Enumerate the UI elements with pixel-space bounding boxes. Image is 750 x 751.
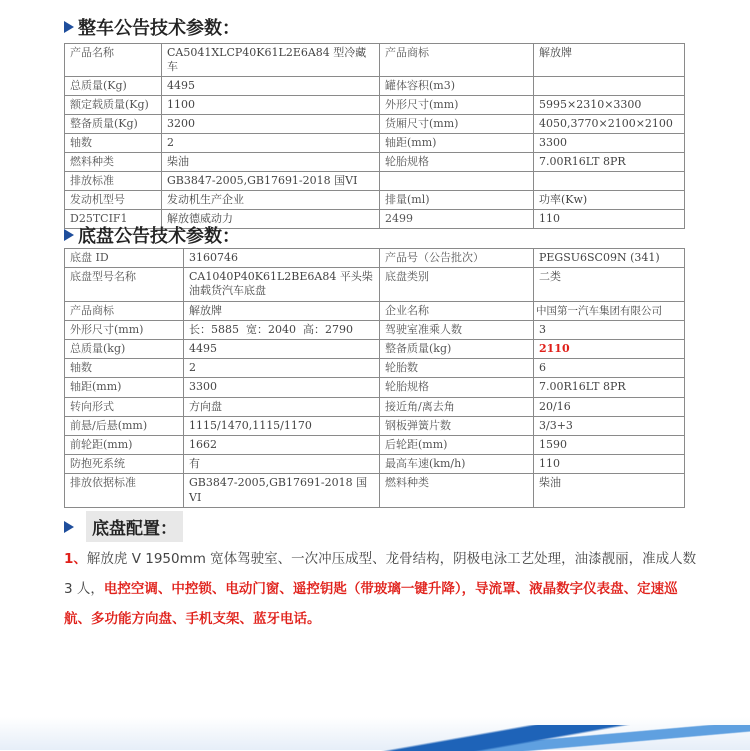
table-cell: 货厢尺寸(mm)	[380, 115, 534, 134]
table-cell: 4495	[162, 77, 380, 96]
table-row	[65, 268, 685, 301]
table-cell: 整备质量(kg)	[380, 340, 534, 359]
table-row	[65, 301, 685, 320]
table-cell: GB3847-2005,GB17691-2018 国VI	[162, 172, 380, 191]
table-cell: 中国第一汽车集团有限公司	[534, 301, 685, 320]
table-cell: 轮胎规格	[380, 378, 534, 397]
decorative-stripe	[280, 725, 750, 751]
table-cell: PEGSU6SC09N (341)	[534, 249, 685, 268]
table-cell: 轴距(mm)	[380, 134, 534, 153]
table-cell: 二类	[534, 268, 685, 301]
table-cell: 整备质量(Kg)	[65, 115, 162, 134]
vehicle-spec-table	[64, 43, 685, 229]
table-row	[65, 455, 685, 474]
triangle-bullet-icon	[64, 21, 74, 33]
config-text-highlight: 电控空调、中控锁、电动门窗、遥控钥匙（带玻璃一键升降），导流罩、液晶数字仪表盘、定速巡航、多功能方向盘、手机支架、蓝牙电话。	[64, 581, 678, 627]
table-cell: 前悬/后悬(mm)	[65, 416, 184, 435]
table-cell: 总质量(kg)	[65, 340, 184, 359]
table-cell: 产品号（公告批次）	[380, 249, 534, 268]
table-cell: 1590	[534, 436, 685, 455]
table-row	[65, 172, 685, 191]
table-cell	[534, 172, 685, 191]
table-cell: 总质量(Kg)	[65, 77, 162, 96]
table-cell: 产品商标	[65, 301, 184, 320]
config-paragraph	[64, 544, 704, 634]
table-row	[65, 44, 685, 77]
table-cell: 3160746	[184, 249, 380, 268]
table-row	[65, 96, 685, 115]
table-cell: 后轮距(mm)	[380, 436, 534, 455]
table-cell: 2499	[380, 210, 534, 229]
table-row	[65, 340, 685, 359]
config-text-normal: 解放虎 V 1950mm 宽体驾驶室、一次冲压成型、龙骨结构，阴极电泳工艺处理，油漆靓丽，准成人数 3 人，	[64, 551, 697, 597]
table-cell: 长：5885 宽：2040 高：2790	[184, 320, 380, 339]
table-cell: 排放标准	[65, 172, 162, 191]
table-cell: 前轮距(mm)	[65, 436, 184, 455]
table-cell: 有	[184, 455, 380, 474]
table-row	[65, 115, 685, 134]
table-cell: 3200	[162, 115, 380, 134]
table-cell: 3/3+3	[534, 416, 685, 435]
table-cell: 发动机型号	[65, 191, 162, 210]
table-row	[65, 191, 685, 210]
table-cell: 燃料种类	[65, 153, 162, 172]
table-cell: 外形尺寸(mm)	[65, 320, 184, 339]
table-row	[65, 153, 685, 172]
table-cell: 4495	[184, 340, 380, 359]
table-cell: 解放牌	[184, 301, 380, 320]
table-cell: 解放牌	[534, 44, 685, 77]
table-row	[65, 436, 685, 455]
table-cell: 钢板弹簧片数	[380, 416, 534, 435]
table-row	[65, 134, 685, 153]
table-cell: 产品名称	[65, 44, 162, 77]
table-row	[65, 397, 685, 416]
table-cell: 6	[534, 359, 685, 378]
table-cell: 底盘 ID	[65, 249, 184, 268]
section-title-text: 底盘配置：	[86, 511, 183, 542]
table-cell: 方向盘	[184, 397, 380, 416]
table-row	[65, 249, 685, 268]
table-cell	[380, 172, 534, 191]
table-cell: 外形尺寸(mm)	[380, 96, 534, 115]
section-title-vehicle	[64, 14, 240, 40]
table-cell: 110	[534, 455, 685, 474]
table-cell: 底盘类别	[380, 268, 534, 301]
table-cell: 轮胎规格	[380, 153, 534, 172]
table-cell: 3	[534, 320, 685, 339]
table-cell: CA5041XLCP40K61L2E6A84 型冷藏车	[162, 44, 380, 77]
table-cell: 1662	[184, 436, 380, 455]
table-cell: 接近角/离去角	[380, 397, 534, 416]
table-cell: 转向形式	[65, 397, 184, 416]
table-cell: 轴数	[65, 359, 184, 378]
section-title-chassis	[64, 222, 240, 248]
table-cell: D25TCIF1	[65, 210, 162, 229]
table-cell: 排量(ml)	[380, 191, 534, 210]
table-cell: 7.00R16LT 8PR	[534, 378, 685, 397]
table-cell: 3300	[184, 378, 380, 397]
table-cell: 排放依据标准	[65, 474, 184, 507]
table-row	[65, 77, 685, 96]
table-cell: 功率(Kw)	[534, 191, 685, 210]
table-cell: 柴油	[534, 474, 685, 507]
table-cell: 2	[184, 359, 380, 378]
table-cell: 发动机生产企业	[162, 191, 380, 210]
decorative-footer-bar	[0, 717, 750, 750]
table-cell: 底盘型号名称	[65, 268, 184, 301]
table-row	[65, 320, 685, 339]
table-cell: 4050,3770×2100×2100	[534, 115, 685, 134]
table-cell: 110	[534, 210, 685, 229]
table-cell: 轮胎数	[380, 359, 534, 378]
table-cell: 燃料种类	[380, 474, 534, 507]
table-cell: 驾驶室准乘人数	[380, 320, 534, 339]
table-cell: GB3847-2005,GB17691-2018 国VI	[184, 474, 380, 507]
table-cell: 额定载质量(Kg)	[65, 96, 162, 115]
table-cell: 7.00R16LT 8PR	[534, 153, 685, 172]
table-cell: CA1040P40K61L2BE6A84 平头柴油载货汽车底盘	[184, 268, 380, 301]
table-cell: 企业名称	[380, 301, 534, 320]
table-cell	[534, 77, 685, 96]
section-title-text: 整车公告技术参数：	[78, 18, 240, 39]
table-row	[65, 416, 685, 435]
section-title-config	[64, 511, 183, 542]
table-cell: 柴油	[162, 153, 380, 172]
curb-weight-value: 2110	[534, 340, 685, 359]
table-cell: 罐体容积(m3)	[380, 77, 534, 96]
table-cell: 轴数	[65, 134, 162, 153]
table-row	[65, 359, 685, 378]
triangle-bullet-icon	[64, 521, 74, 533]
table-cell: 3300	[534, 134, 685, 153]
table-cell: 20/16	[534, 397, 685, 416]
table-cell: 最高车速(km/h)	[380, 455, 534, 474]
table-cell: 1115/1470,1115/1170	[184, 416, 380, 435]
section-title-text: 底盘公告技术参数：	[78, 226, 240, 247]
table-cell: 1100	[162, 96, 380, 115]
table-row	[65, 474, 685, 507]
config-item-number: 1、	[64, 551, 87, 567]
table-row	[65, 378, 685, 397]
table-cell: 2	[162, 134, 380, 153]
chassis-spec-table	[64, 248, 685, 508]
table-cell: 防抱死系统	[65, 455, 184, 474]
table-cell: 解放德威动力	[162, 210, 380, 229]
table-cell: 轴距(mm)	[65, 378, 184, 397]
table-cell: 产品商标	[380, 44, 534, 77]
table-cell: 5995×2310×3300	[534, 96, 685, 115]
triangle-bullet-icon	[64, 229, 74, 241]
